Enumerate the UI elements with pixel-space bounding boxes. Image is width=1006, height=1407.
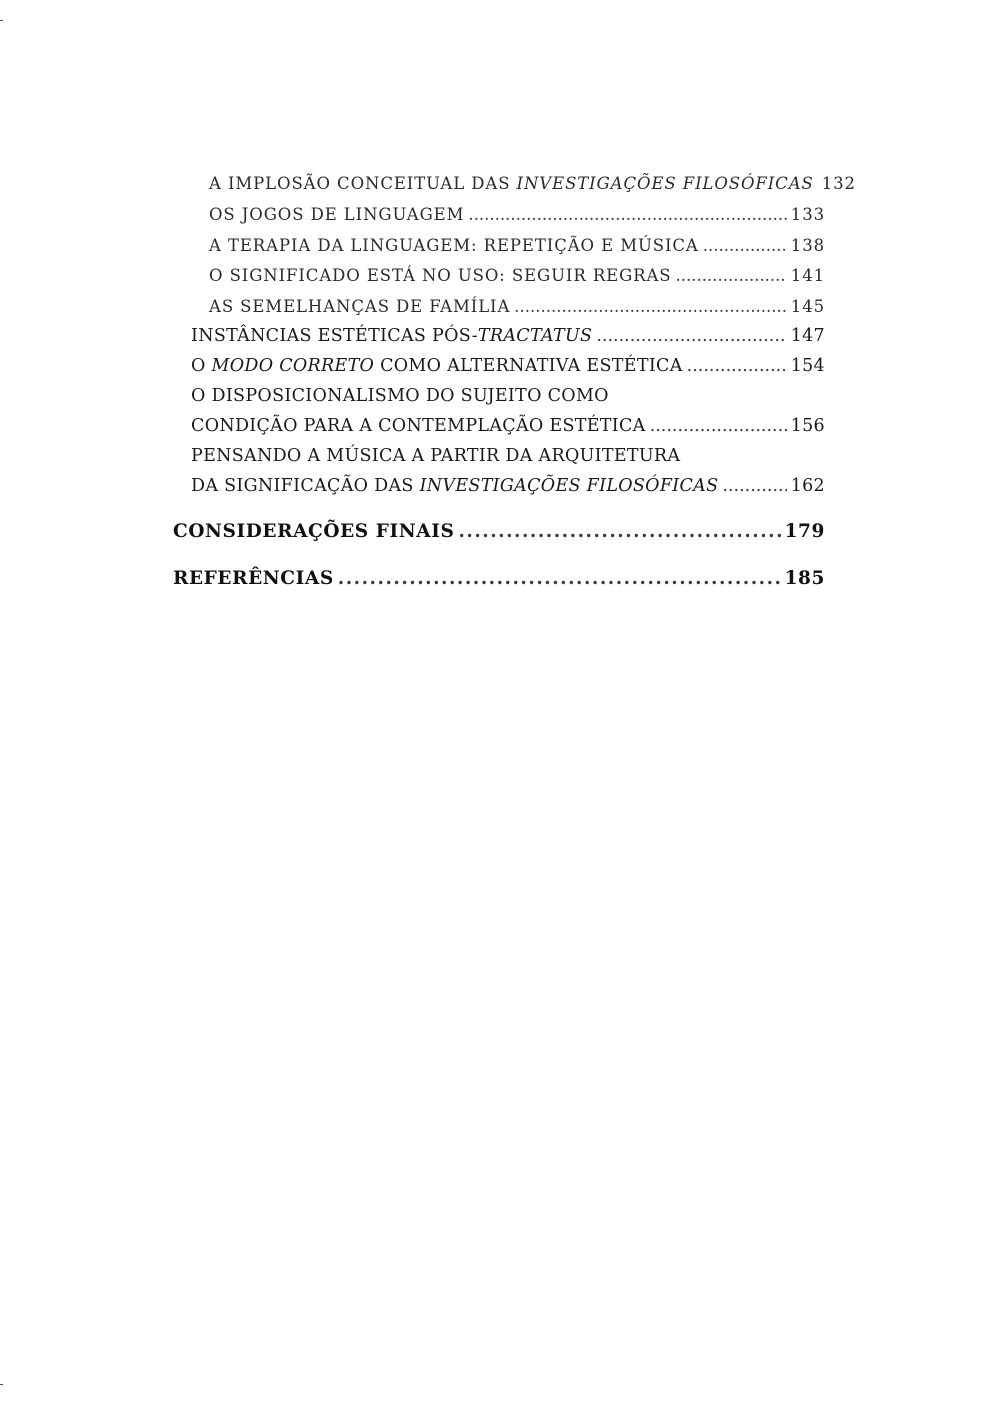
toc-page-number: 133 [790, 205, 825, 224]
toc-page-number: 162 [790, 476, 825, 496]
toc-entry-title: CONDIÇÃO PARA A CONTEMPLAÇÃO ESTÉTICA [191, 416, 646, 436]
toc-entry[interactable] [209, 266, 825, 285]
toc-entry[interactable] [209, 297, 825, 316]
toc-page-number: 132 [821, 174, 856, 193]
toc-entry-title: CONSIDERAÇÕES FINAIS [173, 521, 455, 542]
toc-page-number: 156 [790, 416, 825, 436]
dot-leader [514, 297, 787, 316]
crop-mark-bottom [0, 1384, 3, 1385]
toc-entry-title: AS SEMELHANÇAS DE FAMÍLIA [209, 297, 511, 316]
crop-mark-top [0, 20, 3, 21]
dot-leader [703, 236, 787, 255]
dot-leader [687, 356, 787, 376]
toc-entry-line: PENSANDO A MÚSICA A PARTIR DA ARQUITETURA [191, 446, 681, 466]
dot-leader [338, 568, 781, 589]
toc-entry-title: INSTÂNCIAS ESTÉTICAS PÓS-TRACTATUS [191, 326, 593, 346]
dot-leader [650, 416, 787, 436]
toc-page-number: 141 [790, 266, 825, 285]
toc-page-number: 185 [784, 568, 825, 589]
dot-leader [722, 476, 786, 496]
dot-leader [596, 326, 786, 346]
toc-page-number: 154 [790, 356, 825, 376]
toc-entry-title: O SIGNIFICADO ESTÁ NO USO: SEGUIR REGRAS [209, 266, 672, 285]
toc-entry-title: A IMPLOSÃO CONCEITUAL DAS INVESTIGAÇÕES FILOSÓFICAS [209, 174, 814, 193]
toc-entry-title: OS JOGOS DE LINGUAGEM [209, 205, 465, 224]
toc-page-number: 147 [790, 326, 825, 346]
toc-entry[interactable] [173, 568, 825, 589]
toc-entry-title: DA SIGNIFICAÇÃO DAS INVESTIGAÇÕES FILOSÓFICAS [191, 476, 719, 496]
toc-entry[interactable] [191, 326, 825, 346]
toc-entry[interactable] [191, 356, 825, 376]
toc-page-number: 145 [790, 297, 825, 316]
toc-entry-title: REFERÊNCIAS [173, 568, 334, 589]
toc-entry-line: O DISPOSICIONALISMO DO SUJEITO COMO [191, 386, 609, 406]
toc-entry[interactable] [209, 236, 825, 255]
toc-entry[interactable] [209, 174, 856, 193]
dot-leader [458, 521, 780, 542]
toc-entry[interactable] [191, 416, 825, 436]
dot-leader [468, 205, 786, 224]
toc-entry[interactable] [173, 521, 825, 542]
toc-entry-title: O MODO CORRETO COMO ALTERNATIVA ESTÉTICA [191, 356, 683, 376]
toc-page-number: 179 [784, 521, 825, 542]
toc-page-number: 138 [790, 236, 825, 255]
toc-entry-title: A TERAPIA DA LINGUAGEM: REPETIÇÃO E MÚSICA [209, 236, 699, 255]
dot-leader [676, 266, 787, 285]
toc-entry[interactable] [209, 205, 825, 224]
toc-entry[interactable] [191, 476, 825, 496]
